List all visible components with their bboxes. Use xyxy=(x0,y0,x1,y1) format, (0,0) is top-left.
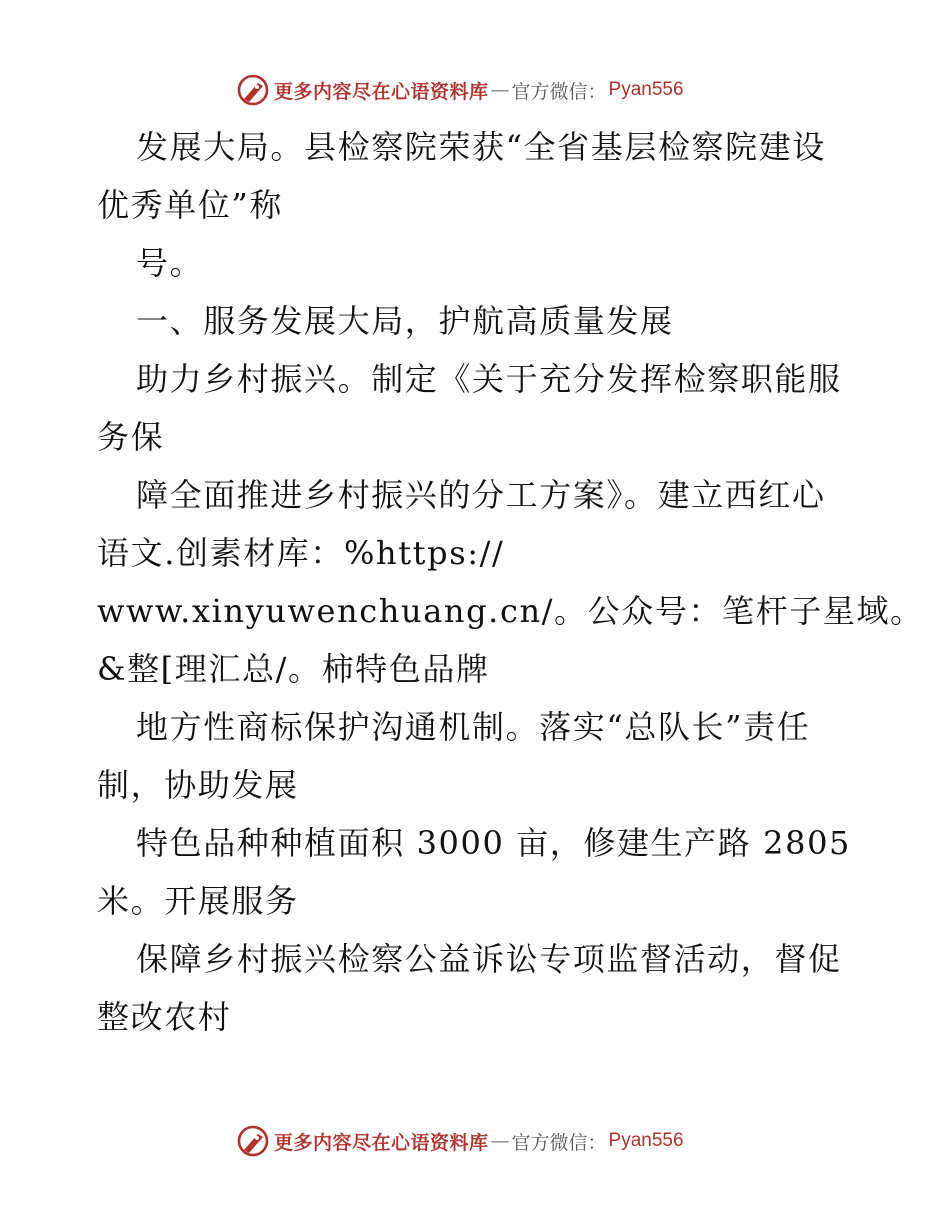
paragraph-line: 特色品种种植面积 3000 亩，修建生产路 2805 xyxy=(136,824,851,862)
paragraph-line: 助力乡村振兴。制定《关于充分发挥检察职能服 xyxy=(136,360,842,398)
paragraph-line: &整[理汇总/。柿特色品牌 xyxy=(97,650,490,688)
paragraph-line: 语文.创素材库：%https:// xyxy=(97,534,505,572)
paragraph-line: 优秀单位”称 xyxy=(97,186,283,224)
paragraph-line: 整改农村 xyxy=(97,998,232,1036)
paragraph-line: 务保 xyxy=(97,418,165,456)
watermark-wechat-label: 官方微信： xyxy=(511,1131,607,1154)
header-watermark xyxy=(236,72,684,108)
watermark-site-text: 更多内容尽在心语资料库 xyxy=(274,80,489,103)
section-heading: 一、服务发展大局，护航高质量发展 xyxy=(136,302,674,340)
paragraph-line: 地方性商标保护沟通机制。落实“总队长”责任 xyxy=(136,708,811,746)
paragraph-line: 发展大局。县检察院荣获“全省基层检察院建设 xyxy=(136,128,826,166)
watermark-separator: — xyxy=(490,79,510,101)
watermark-wechat-label: 官方微信： xyxy=(511,80,607,103)
watermark-separator: — xyxy=(490,1130,510,1152)
paragraph-line: 号。 xyxy=(136,244,204,282)
watermark-site-text: 更多内容尽在心语资料库 xyxy=(274,1131,489,1154)
pen-nib-circle-icon xyxy=(236,1124,270,1158)
paragraph-line: 保障乡村振兴检察公益诉讼专项监督活动，督促 xyxy=(136,940,842,978)
watermark-wechat-id: Pyan556 xyxy=(608,79,684,100)
watermark-wechat-id: Pyan556 xyxy=(608,1130,684,1151)
pen-nib-circle-icon xyxy=(236,73,270,107)
paragraph-line: 障全面推进乡村振兴的分工方案》。建立西红心 xyxy=(136,476,826,514)
paragraph-line: 米。开展服务 xyxy=(97,882,299,920)
document-body xyxy=(97,118,924,1046)
paragraph-line: 制，协助发展 xyxy=(97,766,299,804)
footer-watermark xyxy=(236,1123,684,1159)
paragraph-line: www.xinyuwenchuang.cn/。公众号：笔杆子星域。 xyxy=(97,592,924,630)
